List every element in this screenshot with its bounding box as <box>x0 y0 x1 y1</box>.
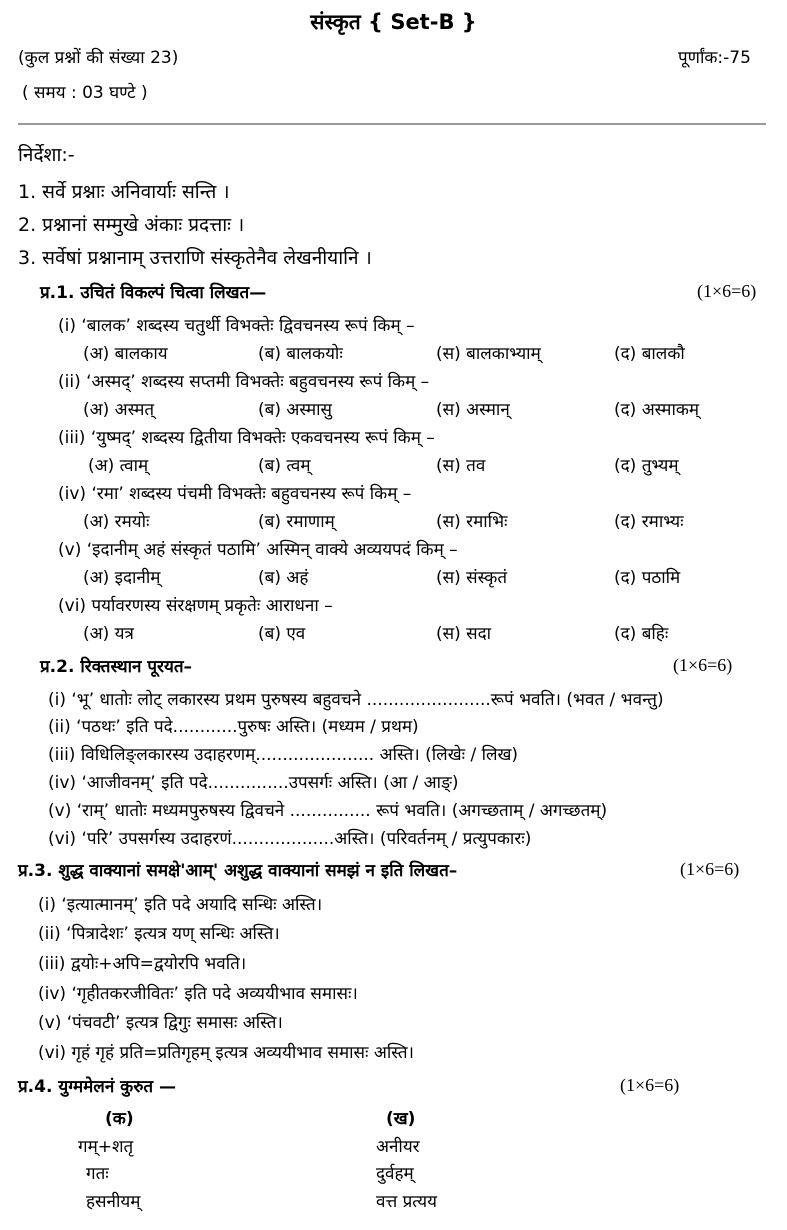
q1-question: (iv) ‘रमा’ शब्दस्य पंचमी विभक्तेः बहुवचनस्य रूपं किम् – <box>58 484 412 504</box>
q2-item: (i) ‘भू’ धातोः लोट् लकारस्य प्रथम पुरुषस्य बहुवचने .......................रूपं भवति। (भवत / भवन्तु) <box>48 690 664 710</box>
q4-column-ka: (क) <box>105 1109 134 1129</box>
q3-item: (iv) ‘गृहीतकरजीवितः’ इति पदे अव्ययीभाव समासः। <box>38 984 358 1004</box>
q1-option-a: (अ) त्वाम् <box>88 456 149 476</box>
q1-option-b: (ब) अस्मासु <box>258 400 333 420</box>
q1-option-c: (स) बालकाभ्याम् <box>436 344 541 364</box>
exam-time: ( समय : 03 घण्टे ) <box>22 83 148 103</box>
q1-option-d: (द) अस्माकम् <box>614 400 700 420</box>
q2-heading: प्र.2. रिक्तस्थान पूरयत– <box>40 657 193 677</box>
full-marks: पूर्णांक:-75 <box>678 48 751 68</box>
instruction-item: 2. प्रश्नानां सम्मुखे अंकाः प्रदत्ताः । <box>18 214 245 236</box>
q3-marks: (1×6=6) <box>680 859 740 879</box>
q1-question: (vi) पर्यावरणस्य संरक्षणम् प्रकृतेः आराधना – <box>58 596 333 616</box>
q1-option-c: (स) रमाभिः <box>436 512 508 532</box>
q3-item: (v) ‘पंचवटी’ इत्यत्र द्विगुः समासः अस्ति। <box>38 1013 283 1033</box>
q1-option-c: (स) तव <box>436 456 486 476</box>
q1-option-b: (ब) एव <box>258 624 306 644</box>
q1-option-a: (अ) यत्र <box>83 624 134 644</box>
q4-right-item: दुर्वहम् <box>376 1164 414 1184</box>
q1-option-a: (अ) इदानीम् <box>83 568 161 588</box>
q1-option-a: (अ) अस्मत् <box>83 400 155 420</box>
header-divider <box>18 123 766 125</box>
q1-option-d: (द) रमाभ्यः <box>614 512 684 532</box>
q2-item: (ii) ‘पठथः’ इति पदे............पुरुषः अस्ति। (मध्यम / प्रथम) <box>48 717 419 737</box>
q1-option-c: (स) सदा <box>436 624 492 644</box>
q2-item: (vi) ‘परि’ उपसर्गस्य उदाहरणं...................अस्ति। (परिवर्तनम् / प्रत्युपकारः) <box>48 829 532 849</box>
q1-option-d: (द) बालकौ <box>614 344 685 364</box>
q1-option-d: (द) तुभ्यम् <box>614 456 679 476</box>
q4-left-item: गम्+शतृ <box>78 1137 134 1157</box>
total-questions: (कुल प्रश्नों की संख्या 23) <box>18 48 179 68</box>
q3-item: (vi) गृहं गृहं प्रति=प्रतिगृहम् इत्यत्र अव्ययीभाव समासः अस्ति। <box>38 1043 414 1063</box>
q1-option-b: (ब) अहं <box>258 568 309 588</box>
q4-right-item: वत्त प्रत्यय <box>376 1192 437 1212</box>
q1-option-b: (ब) त्वम् <box>258 456 311 476</box>
q4-right-item: अनीयर <box>376 1137 420 1157</box>
q1-option-a: (अ) रमयोः <box>83 512 150 532</box>
q4-left-item: गतः <box>86 1164 109 1184</box>
q3-item: (ii) ‘पित्रादेशः’ इत्यत्र यण् सन्धिः अस्ति। <box>38 924 280 944</box>
q1-question: (ii) ‘अस्मद्’ शब्दस्य सप्तमी विभक्तेः बहुवचनस्य रूपं किम् – <box>58 372 430 392</box>
q1-option-b: (ब) रमाणाम् <box>258 512 335 532</box>
q2-item: (iv) ‘आजीवनम्’ इति पदे...............उपसर्गः अस्ति। (आ / आङ्) <box>48 773 459 793</box>
q4-column-kha: (ख) <box>386 1109 416 1129</box>
q3-item: (i) ‘इत्यात्मानम्’ इति पदे अयादि सन्धिः अस्ति। <box>38 895 323 915</box>
q1-question: (iii) ‘युष्मद्’ शब्दस्य द्वितीया विभक्तेः एकवचनस्य रूपं किम् – <box>58 428 435 448</box>
q1-option-b: (ब) बालकयोः <box>258 344 343 364</box>
q1-question: (v) ‘इदानीम् अहं संस्कृतं पठामि’ अस्मिन् वाक्ये अव्ययपदं किम् – <box>58 540 458 560</box>
page-title: संस्कृत { Set-B } <box>310 10 477 34</box>
q1-question: (i) ‘बालक’ शब्दस्य चतुर्थी विभक्तेः द्विवचनस्य रूपं किम् – <box>58 316 415 336</box>
q1-option-c: (स) संस्कृतं <box>436 568 508 588</box>
q3-heading: प्र.3. शुद्ध वाक्यानां समक्षे'आम्' अशुद्ध वाक्यानां समझं न इति लिखत– <box>18 861 458 881</box>
instructions-heading: निर्देशा:- <box>18 144 75 166</box>
q1-option-d: (द) बहिः <box>614 624 669 644</box>
q2-item: (iii) विधिलिङ्लकारस्य उदाहरणम्...................... अस्ति। (लिखेः / लिख) <box>48 745 519 765</box>
q1-option-d: (द) पठामि <box>614 568 681 588</box>
q3-item: (iii) द्वयोः+अपि=द्वयोरपि भवति। <box>38 954 247 974</box>
instruction-item: 1. सर्वे प्रश्नाः अनिवार्याः सन्ति । <box>18 181 230 203</box>
q1-option-a: (अ) बालकाय <box>83 344 168 364</box>
q1-heading: प्र.1. उचितं विकल्पं चित्वा लिखत— <box>40 283 267 303</box>
q2-item: (v) ‘राम्’ धातोः मध्यमपुरुषस्य द्विवचने ............... रूपं भवति। (अगच्छताम् / अगच्छतम्) <box>48 801 608 821</box>
instruction-item: 3. सर्वेषां प्रश्नानाम् उत्तराणि संस्कृतेनैव लेखनीयानि । <box>18 247 372 269</box>
q4-left-item: हसनीयम् <box>86 1192 141 1212</box>
q4-heading: प्र.4. युग्ममेलनं कुरुत — <box>18 1077 177 1097</box>
q4-marks: (1×6=6) <box>620 1075 680 1095</box>
q1-option-c: (स) अस्मान् <box>436 400 510 420</box>
q1-marks: (1×6=6) <box>697 281 757 301</box>
q2-marks: (1×6=6) <box>673 655 733 675</box>
